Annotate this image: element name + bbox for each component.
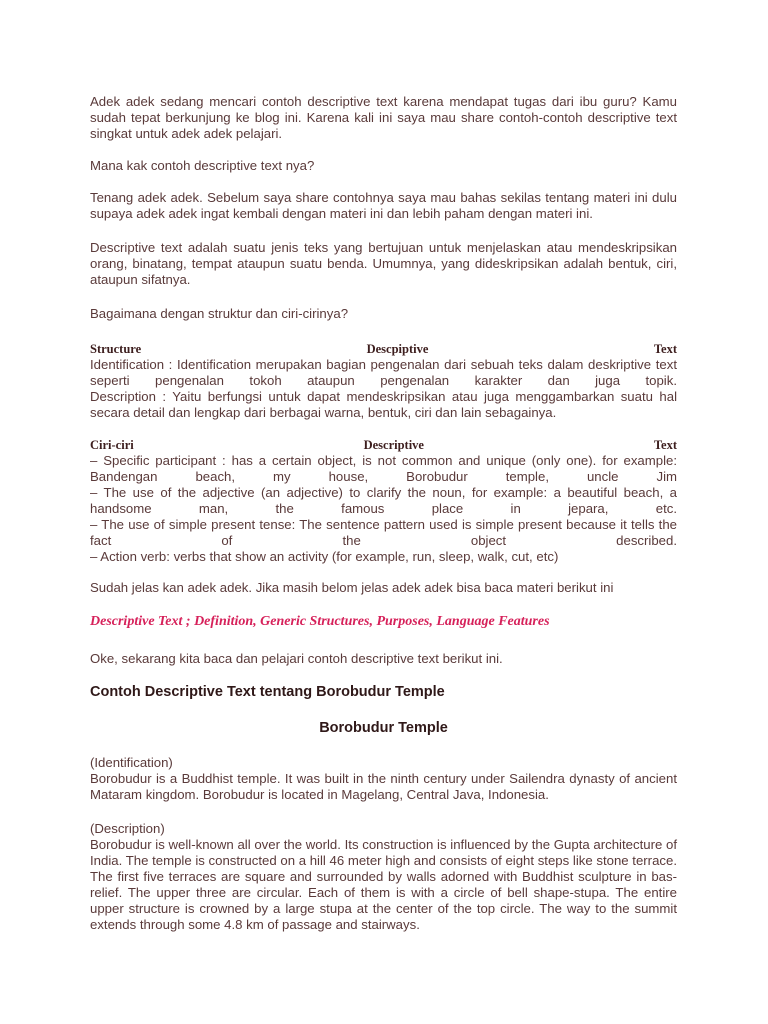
ciri-heading-left: Ciri-ciri (90, 438, 134, 452)
after-paragraph-1: Sudah jelas kan adek adek. Jika masih belom jelas adek adek bisa baca materi berikut ini (90, 580, 614, 595)
intro-paragraph-4: Descriptive text adalah suatu jenis teks yang bertujuan untuk menjelaskan atau mendeskripsikan orang, binatang, tempat ataupun suatu benda. Umumnya, yang dideskripsikan adalah bentuk, ciri, ataupun sifatnya. (90, 240, 677, 287)
intro-paragraph-2: Mana kak contoh descriptive text nya? (90, 158, 315, 173)
description-section (90, 821, 677, 933)
structure-heading (90, 341, 677, 357)
description-label: (Description) (90, 821, 165, 836)
intro-paragraph-1: Adek adek sedang mencari contoh descriptive text karena mendapat tugas dari ibu guru? Kamu sudah tepat berkunjung ke blog ini. Karena kali ini saya mau share contoh-contoh descriptive text singkat untuk adek adek pelajari. (90, 94, 677, 141)
ciri-heading-middle: Descriptive (363, 438, 424, 452)
ciri-item-1: – Specific participant : has a certain object, is not common and unique (only one). for example: Bandengan beach, my house, Borobudur temple, uncle Jim (90, 453, 677, 484)
intro-paragraph-5: Bagaimana dengan struktur dan ciri-cirinya? (90, 306, 349, 321)
after-paragraph-2: Oke, sekarang kita baca dan pelajari contoh descriptive text berikut ini. (90, 651, 503, 666)
ciri-item-3: – The use of simple present tense: The sentence pattern used is simple present because it tells the fact of the object described. (90, 517, 677, 548)
identification-label: (Identification) (90, 755, 173, 770)
structure-heading-middle: Descpiptive (366, 342, 429, 356)
structure-heading-left: Structure (90, 342, 142, 356)
ciri-item-4: – Action verb: verbs that show an activity (for example, run, sleep, walk, cut, etc) (90, 549, 559, 564)
ciri-heading (90, 437, 677, 453)
structure-identification (90, 357, 677, 389)
ciri-heading-right: Text (653, 438, 677, 452)
ciri-item-2: – The use of the adjective (an adjective) to clarify the noun, for example: a beautiful beach, a handsome man, the famous place in jepara, etc. (90, 485, 677, 516)
example-heading: Contoh Descriptive Text tentang Borobudur Temple (90, 684, 445, 700)
identification-text: Borobudur is a Buddhist temple. It was built in the ninth century under Sailendra dynasty of ancient Mataram kingdom. Borobudur is located in Magelang, Central Java, Indonesia. (90, 771, 677, 802)
intro-paragraph-3: Tenang adek adek. Sebelum saya share contohnya saya mau bahas sekilas tentang materi ini dulu supaya adek adek ingat kembali dengan materi ini dan lebih paham dengan materi ini. (90, 190, 677, 221)
structure-heading-right: Text (653, 342, 677, 356)
structure-description: Description : Yaitu berfungsi untuk dapat mendeskripsikan atau juga menggambarkan suatu hal secara detail dan lengkap dari berbagai warna, bentuk, ciri dan lain sebagainya. (90, 389, 677, 420)
structure-identification-text: Identification : Identification merupakan bagian pengenalan dari sebuah teks dalam deskriptive text seperti pengenalan tokoh ataupun pengenalan karakter dan juga topik. (90, 357, 677, 388)
description-text: Borobudur is well-known all over the world. Its construction is influenced by the Gupta architecture of India. The temple is constructed on a hill 46 meter high and consists of eight steps like stone terrace. The first five terraces are square and surrounded by walls adorned with Buddhist sculpture in bas-relief. The upper three are circular. Each of them is with a circle of bell shape-stupa. The entire upper structure is crowned by a large stupa at the center of the top circle. The way to the summit extends through some 4.8 km of passage and stairways. (90, 837, 677, 932)
materi-link[interactable]: Descriptive Text ; Definition, Generic Structures, Purposes, Language Features (90, 614, 550, 629)
ciri-list (90, 453, 677, 565)
example-title: Borobudur Temple (319, 720, 448, 736)
identification-section (90, 755, 677, 803)
